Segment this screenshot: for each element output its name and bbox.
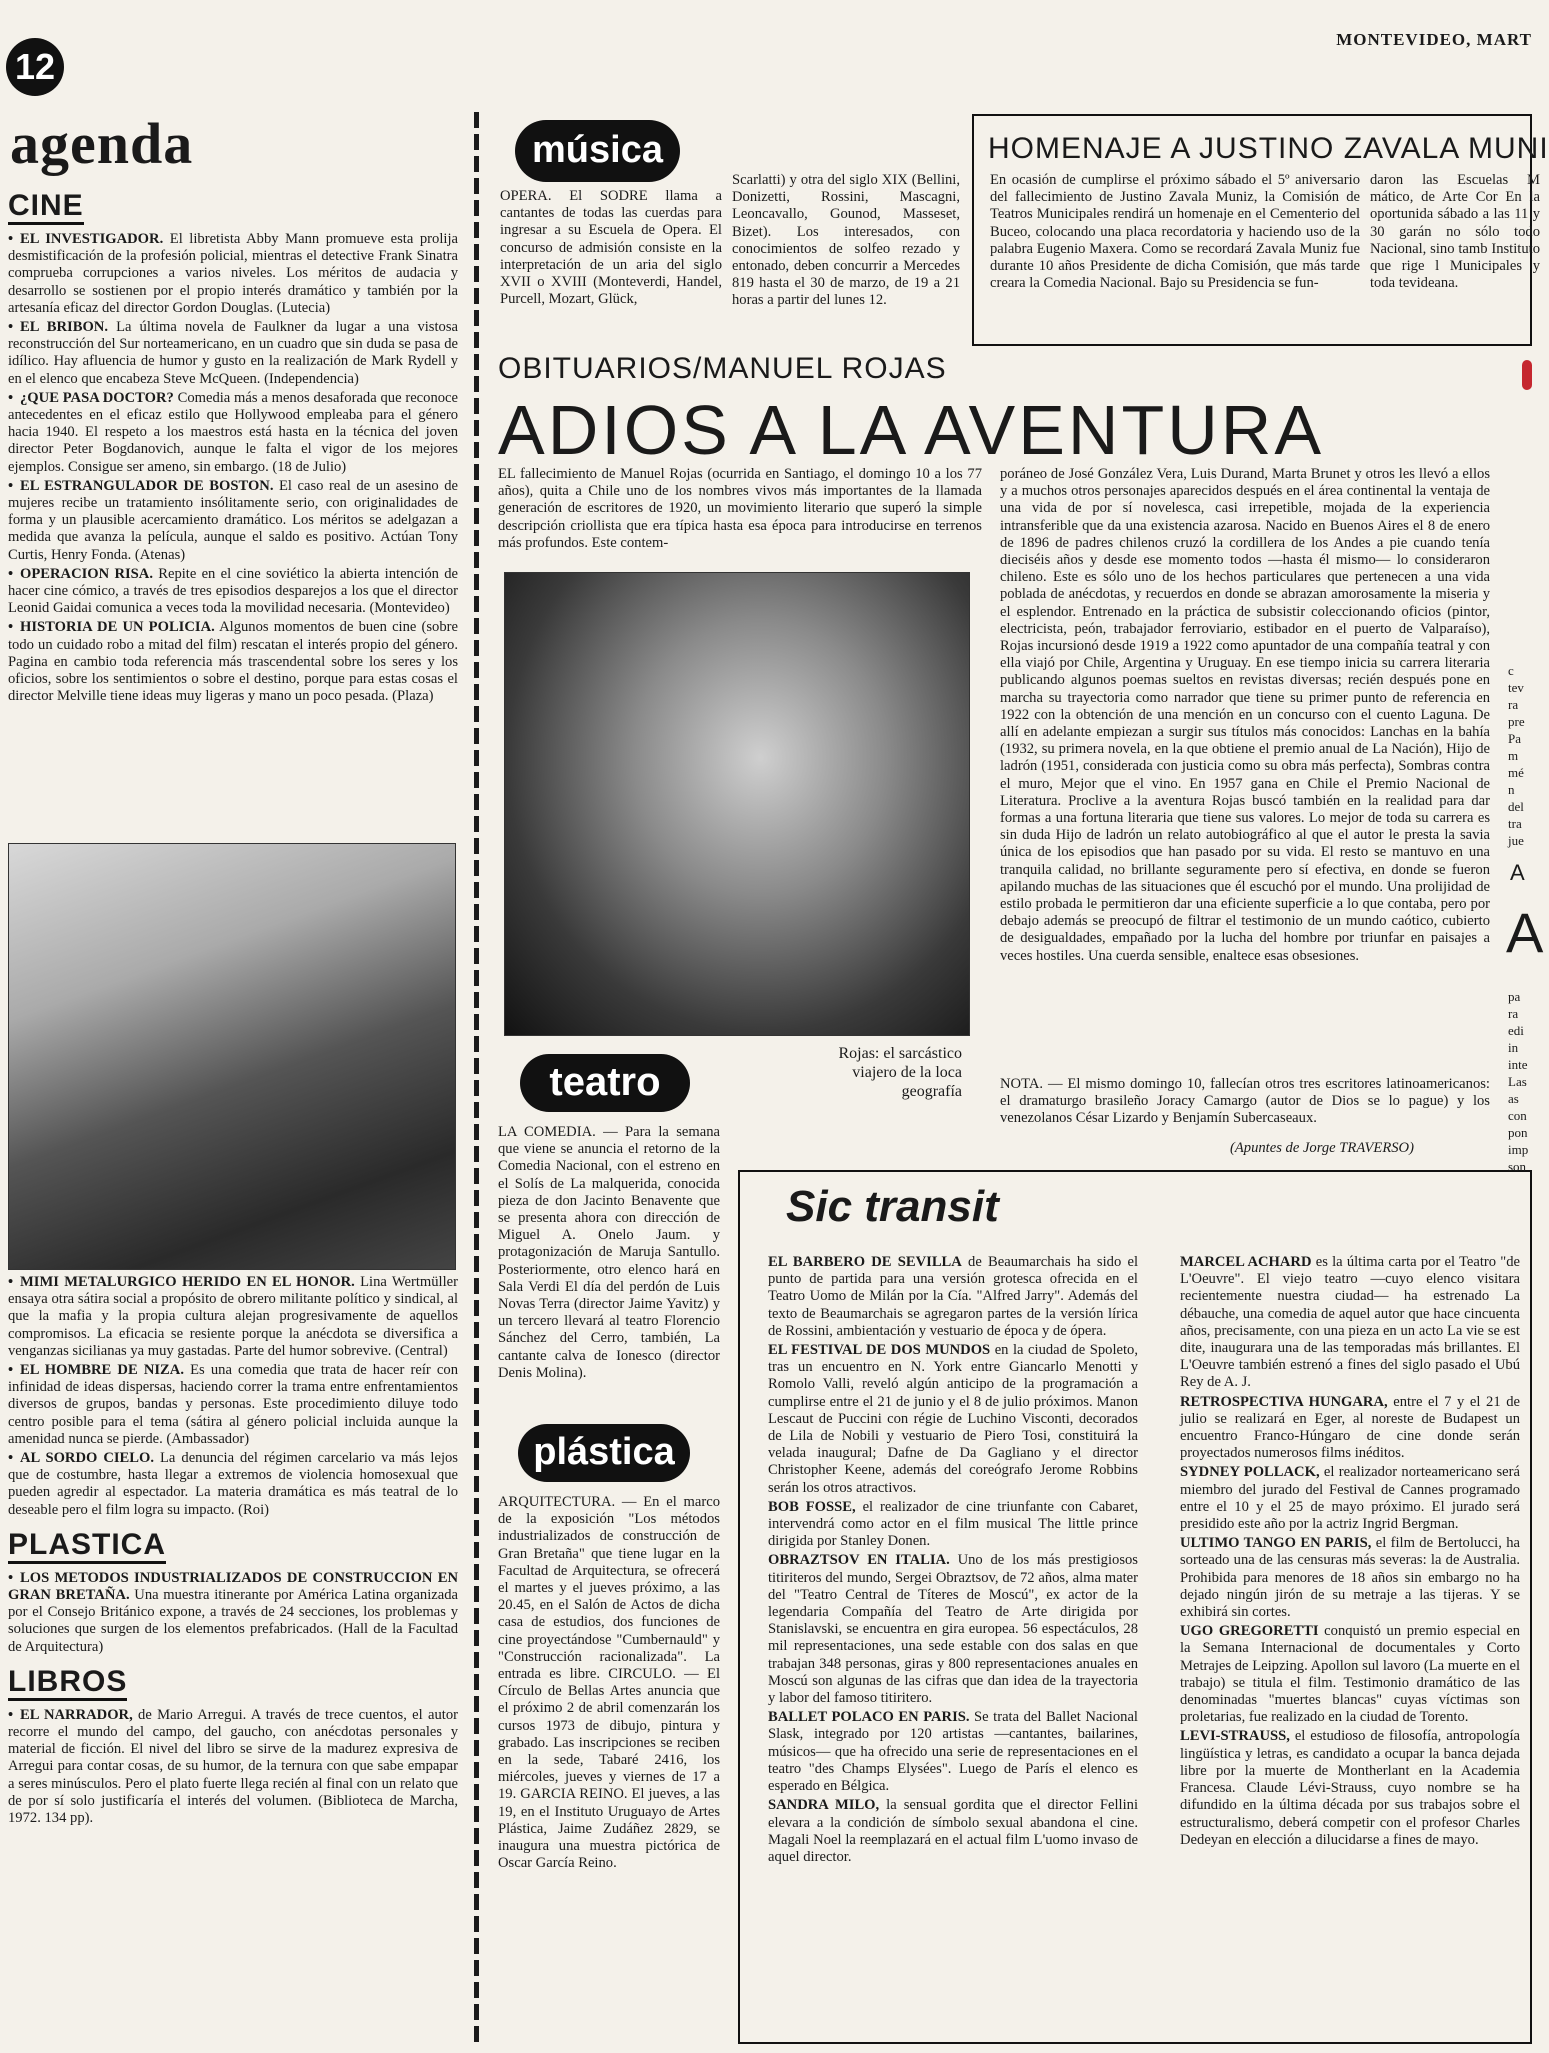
entry-text: Una muestra itinerante por América Latina organizada por el Consejo Británico expone, a través de 24 secciones, los problemas y soluciones que surgen de los elementos prefabricados. (Hall de la Facultad de Arquitectura) — [8, 1587, 458, 1655]
agenda-entry — [1180, 1394, 1520, 1463]
entry-text: Lina Wertmüller ensaya otra sátira social a propósito de obrero militante político y sindical, al que la mafia y la propia cultura alejan progresivamente de aquellos compromisos. La eficacia se resiente porque la anécdota se diversifica a venganzas sicilianas ya muy gastadas. Parte del humor sobrevive. (Central) — [8, 1274, 458, 1359]
right-edge-fragments-3: A — [1506, 901, 1544, 964]
entry-title: BOB FOSSE, — [768, 1498, 856, 1515]
agenda-entry — [8, 1362, 458, 1448]
entry-title: UGO GREGORETTI — [1180, 1623, 1319, 1640]
obituario-kicker: OBITUARIOS/MANUEL ROJAS — [498, 352, 947, 385]
cine-label: CINE — [8, 190, 84, 225]
agenda-title: agenda — [10, 111, 194, 176]
red-mark — [1522, 360, 1532, 390]
rojas-photo — [504, 572, 970, 1036]
agenda-entry — [768, 1254, 1138, 1340]
sic-transit-col2 — [1180, 1254, 1520, 1851]
plastica-label: PLASTICA — [8, 1529, 166, 1564]
bullet-icon: • — [8, 1569, 14, 1586]
cine-entries — [8, 231, 458, 705]
entry-text: La denuncia del régimen carcelario va más lejos que de costumbre, hasta llegar a extremos de violencia homosexual que pueden agredir al espectador. La materia dramática es más teatral de lo deseable pero el film logra su impacto. (Roi) — [8, 1450, 458, 1518]
libros-label: LIBROS — [8, 1666, 127, 1701]
agenda-entry — [768, 1499, 1138, 1551]
entry-title: LEVI-STRAUSS, — [1180, 1728, 1290, 1745]
entry-text: Uno de los más prestigiosos titiriteros del mundo, Sergei Obraztsov, de 72 años, alma mater del "Teatro Central de Títeres de Moscú", ex actor de la legendaria Compañía del Teatro de Arte dirigida por Stanislavski, se encuentra en gira europea. 56 espectáculos, 28 mil representaciones, una sede estable con dos salas en que trabajan 348 personas, giras y 800 representaciones anuales en Moscú son algunas de las cifras que dan idea de la trayectoria y labor del famoso titiritero. — [768, 1552, 1138, 1707]
cine-entries-cont — [8, 1274, 458, 1519]
entry-text: es la última carta por el Teatro "de L'Oeuvre". El viejo teatro —cuyo elenco visitara recientemente nuestra ciudad— ha estrenado La débauche, una comedia de aquel autor que hace cincuenta años, precisamente, con una pieza en un acto La vie se est dite, inaugurara una de las temporadas más brillantes. El L'Oeuvre también estrenó a fines del siglo pasado el Ubú Rey de A. J. — [1180, 1254, 1521, 1391]
bullet-icon: • — [8, 319, 14, 336]
entry-text: el estudioso de filosofía, antropología lingüística y letras, es candidato a ocupar la banca dejada libre por la muerte de Montherlant en la Academia Francesa. Claude Lévi-Strauss, cuyo nombre se ha difundido en la última década por sus trabajos sobre el estructuralismo, deberá competir con el profesor Charles Dedeyan en elección a dilucidarse a fines de mayo. — [1180, 1728, 1520, 1848]
entry-title: BALLET POLACO EN PARIS. — [768, 1709, 970, 1726]
entry-text: El libretista Abby Mann promueve esta prolija desmistificación de la profesión policial, mientras el detective Frank Sinatra comprueba corrupciones a varios niveles. Los méritos de audacia y desarrollo se sostienen por el propio interés dramático y también por la artesanía eficaz del director Gordon Douglas. (Lutecia) — [8, 231, 458, 316]
agenda-entry — [8, 390, 458, 476]
agenda-entry — [8, 1274, 458, 1360]
entry-text: La última novela de Faulkner da lugar a una vistosa reconstrucción del Sur norteamericano, en un cuadro que sin duda se pasa de idílico. Hay afluencia de humor y gusto en la realización de Mark Rydell y en el elenco que encabeza Steve McQueen. (Independencia) — [8, 319, 458, 387]
entry-title: SYDNEY POLLACK, — [1180, 1464, 1320, 1481]
obituario-signature: (Apuntes de Jorge TRAVERSO) — [1230, 1140, 1414, 1156]
plastica-col-text: ARQUITECTURA. — En el marco de la exposición "Los métodos industrializados de construcción de Gran Bretaña" que tiene lugar en la Facultad de Arquitectura, se ofrecerá el martes y el jueves próximo, a las 20.45, en el Salón de Actos de dicha casa de estudios, dos funciones de cine proyectándose "Cumbernauld" y "Construcción racionalizada". La entrada es libre. CIRCULO. — El Círculo de Bellas Artes anuncia que el próximo 2 de abril comenzarán los cursos 1973 de dibujo, pintura y grabado. Las inscripciones se reciben en la sede, Tabaré 2416, los miércoles, jueves y viernes de 17 a 19. GARCIA REINO. El jueves, a las 19, en el Instituto Uruguayo de Artes Plástica, Jaime Zudáñez 2829, se inaugura una muestra pictórica de Oscar García Reino. — [498, 1494, 720, 1872]
entry-text: el film de Bertolucci, ha sorteado una de las censuras más severas: la de Australia. Prohibida para menores de 18 años sin embargo no ha dejado ningún jirón de su metraje a las tijeras. Y se exhibirá sin cortes. — [1180, 1535, 1520, 1621]
entry-text: el realizador norteamericano será miembro del jurado del Festival de Cannes programado entre el 10 y el 25 de mayo próximo. El jurado será presidido este año por la actriz Ingrid Bergman. — [1180, 1464, 1520, 1533]
agenda-entry — [8, 478, 458, 564]
sic-transit-col1 — [768, 1254, 1138, 1868]
right-edge-fragments-4: pa ra edi in inte Las as con pon imp son — [1508, 989, 1529, 1174]
bullet-icon: • — [8, 231, 14, 247]
entry-title: MARCEL ACHARD — [1180, 1254, 1312, 1270]
musica-text-col2: Scarlatti) y otra del siglo XIX (Bellini, Donizetti, Rossini, Mascagni, Leoncavallo, Gounod, Masseset, Bizet). Los interesados, con conocimientos de solfeo rezado y entonado, deben concurrir a Mercedes 819 hasta el 30 de marzo, de 19 a 21 horas a partir del lunes 12. — [732, 172, 960, 309]
entry-title: EL BRIBON. — [20, 319, 108, 336]
page-number: 12 — [6, 38, 64, 96]
entry-text: Es una comedia que trata de hacer reír con infinidad de ideas dispersas, haciendo correr la trama entre enfrentamientos diversos de grupos, bandas y personas. Este procedimiento diluye todo centro posible para el tema (sátira al género policial incluida aunque la amenidad nunca se pierde. (Ambassador) — [8, 1362, 458, 1447]
entry-text: la sensual gordita que el director Fellini elevara a la condición de símbolo sexual abandona el cine. Magali Noel la reemplazará en el actual film L'uomo invaso de aquel director. — [768, 1797, 1138, 1865]
agenda-entry — [8, 1570, 458, 1656]
entry-text: Se trata del Ballet Nacional Slask, integrado por 120 artistas —cantantes, bailarines, músicos— que ha ofrecido una serie de representaciones en el teatro "des Champs Elysées". Luego de París el elenco es esperado en Bélgica. — [768, 1709, 1138, 1795]
entry-title: AL SORDO CIELO. — [20, 1450, 155, 1467]
agenda-entry — [8, 1707, 458, 1827]
entry-title: EL HOMBRE DE NIZA. — [20, 1362, 184, 1379]
agenda-entry — [8, 319, 458, 388]
homenaje-title: HOMENAJE A JUSTINO ZAVALA MUNI — [988, 132, 1549, 165]
agenda-column — [8, 190, 458, 707]
entry-text: de Beaumarchais ha sido el punto de partida para una versión grotesca ofrecida en el Teatro Uomo de Milán por la Cía. "Alfred Jarry". Además del texto de Beaumarchais se agregaron partes de la versión lírica de Rossini, ambientación y vestuario de época y de ópera. — [768, 1254, 1138, 1339]
bullet-icon: • — [8, 1450, 14, 1467]
entry-title: EL NARRADOR, — [20, 1706, 133, 1723]
agenda-entry — [8, 1450, 458, 1519]
entry-text: en la ciudad de Spoleto, tras un encuentro en N. York entre Giancarlo Menotti y Romolo Valli, reveló algún anticipo de la programación a cumplirse entre el 21 de junio y el 8 de julio próximos. Manon Lescaut de Puccini con régie de Luchino Visconti, decorados de Lila de Nobili y vestuario de Piero Tosi, constituirá la velada inaugural; Dafne de Da Gagliano y el director Christopher Keene, además del coreógrafo Jerome Robbins serán los otros atractivos. — [768, 1342, 1139, 1496]
agenda-photo — [8, 843, 456, 1270]
entry-title: ULTIMO TANGO EN PARIS, — [1180, 1535, 1372, 1552]
entry-text: entre el 7 y el 21 de julio se realizará en Eger, al noreste de Budapest un encuentro Franco-Húngaro de cine donde serán proyectados numerosos films inéditos. — [1180, 1393, 1521, 1462]
homenaje-col2: daron las Escuelas M mático, de Arte Cor En la oportunida sábado a las 11 y 30 garán no sólo todo Nacional, sino tamb Instituto que rige l Municipales y toda tevideana. — [1370, 172, 1540, 292]
agenda-entry — [1180, 1254, 1520, 1392]
bullet-icon: • — [8, 619, 14, 636]
entry-title: EL BARBERO DE SEVILLA — [768, 1254, 962, 1270]
agenda-entry — [1180, 1728, 1520, 1848]
entry-text: Repite en el cine soviético la abierta intención de hacer cine cómico, a través de tres episodios desparejos a los que el director Leonid Gaidai comunica a veces toda la movilidad necesaria. (Montevideo) — [8, 565, 458, 617]
entry-title: SANDRA MILO, — [768, 1797, 880, 1814]
entry-title: ¿QUE PASA DOCTOR? — [20, 389, 174, 406]
obituario-body: poráneo de José González Vera, Luis Durand, Marta Brunet y otros les llevó a ellos y a muchos otros personajes aparecidos después en el área continental la ventaja de una vida de por sí novelesca, casi irrepetible, mojada de la experiencia intransferible que da una existencia azarosa. Nacido en Buenos Aires el 8 de enero de 1896 de padres chilenos cruzó la cordillera de los Andes a pie cuando tenía dieciséis años y desde ese momento todos —hasta él mismo— lo consideraron chileno. Este es sólo uno de los hechos particulares que pertenecen a una vida poblada de anécdotas, y recuerdos en donde se abrazan amorosamente la miseria y el esplendor. Entrenado en la práctica de subsistir coleccionando oficios (pintor, electricista, peón, trabajador ferroviario, estibador en el puerto de Valparaíso), Rojas incursionó desde 1919 a 1922 como apuntador de una compañía teatral y con ella viajó por Chile, Argentina y Uruguay. En ese tiempo inicia su carrera literaria publicando algunos poemas sueltos en revistas diversas; recién después pone en marcha su trayectoria como narrador que tiene su primer punto de referencia en 1922 con la obtención de una mención en un concurso con el cuento Laguna. De allí en adelante empiezan a surgir sus títulos más conocidos: Lanchas en la bahía (1932, su primera novela, en la que obtiene el premio anual de La Nación), Hijo de ladrón (1951, considerada con justicia como su obra más perfecta), Sombras contra el muro, Mejor que el vino. En 1957 gana en Chile el Premio Nacional de Literatura. Proclive a la aventura Rojas buscó también en la realidad para dar formas a una fortuna literaria que tiene sus valores. Lo mejor de toda su carrera es sin duda Hijo de ladrón un relato autobiográfico al que el autor le presta la savia única de los episodios que han pasado por su vida. El resto se mantuvo en una tranquila calidad, no brillante seguramente pero sí efectiva, en donde se fueron apilando muchas de las situaciones que él escuchó por el mundo. Una prolijidad de estilo probada le permitieron dar una eficiente superficie a lo que contaba, pero por debajo además se preocupó de filtrar el testimonio de un mundo caótico, cubierto de desigualdades, empañado por la lucha del hombre por triunfar en paisajes a veces hostiles. Una cuerda sensible, enaltece esas obsesiones. — [1000, 466, 1490, 964]
teatro-text: LA COMEDIA. — Para la semana que viene se anuncia el retorno de la Comedia Nacional, con el estreno en el Solís de La malquerida, conocida pieza de don Jacinto Benavente que se presenta ahora con dirección de Miguel A. Onelo Jaum. y protagonización de Maruja Santullo. Posteriormente, otro elenco hará en Sala Verdi El día del perdón de Luis Novas Terra (director Jaime Yavitz) y un tercero llevará al teatro Florencio Sánchez del Cerro, también, La cantante calva de Ionesco (director Denis Molina). — [498, 1124, 720, 1381]
bullet-icon: • — [8, 1706, 14, 1723]
agenda-entry — [1180, 1464, 1520, 1533]
entry-title: EL ESTRANGULADOR DE BOSTON. — [20, 477, 274, 494]
right-edge-fragments-1: c tev ra pre Pa m mé n del tra jue — [1508, 663, 1525, 848]
bullet-icon: • — [8, 1274, 14, 1290]
entry-text: El caso real de un asesino de mujeres recibe un tratamiento insólitamente serio, con originalidades de forma y un plausible acercamiento dramático. Los méritos se adelgazan a medida que avanza la película, aunque el saldo es positivo. Actúan Tony Curtis, Henry Fonda. (Atenas) — [8, 477, 458, 563]
entry-title: MIMI METALURGICO HERIDO EN EL HONOR. — [20, 1274, 355, 1290]
teatro-label: teatro — [520, 1054, 690, 1112]
entry-text: Algunos momentos de buen cine (sobre todo un cuidado robo a mitad del film) rescatan el interés propio del género. Pagina en cambio toda referencia más trascendental sobre los seres y los oficios, sobre los sentimientos o sobre el destino, porque para estas cosas el director Melville tiene ideas muy ligeras y mano un poco pesada. (Plaza) — [8, 619, 458, 705]
entry-text: conquistó un premio especial en la Semana Internacional de documentales y Corto Metrajes de Leipzing. Apollon sul lavoro (La muerte en el trabajo) se titula el film. Testimonio dramático de las denominadas "muertes blancas" cuyas víctimas son proletarias, fue realizado en la ciudad de Torento. — [1180, 1623, 1520, 1726]
obituario-headline: ADIOS A LA AVENTURA — [498, 391, 1325, 469]
obituario-nota: NOTA. — El mismo domingo 10, fallecían otros tres escritores latinoamericanos: el dramaturgo brasileño Joracy Camargo (autor de Dios se lo pague) y los venezolanos César Lizardo y Benjamín Subercaseaux. — [1000, 1076, 1490, 1127]
musica-label: música — [515, 120, 680, 182]
libros-entries — [8, 1707, 458, 1827]
entry-text: el realizador de cine triunfante con Cabaret, intervendrá como actor en el film musical The little prince dirigida por Stanley Donen. — [768, 1498, 1138, 1550]
musica-text-col1: OPERA. El SODRE llama a cantantes de todas las cuerdas para ingresar a su Escuela de Opera. El concurso de admisión consiste en la interpretación de un aria del siglo XVII o XVIII (Monteverdi, Handel, Purcell, Mozart, Glück, — [500, 188, 722, 308]
obituario-intro: EL fallecimiento de Manuel Rojas (ocurrida en Santiago, el domingo 10 a los 77 años), quita a Chile uno de los nombres vivos más importantes de la llamada generación de escritores de 1920, un movimiento literario que superó la simple descripción criollista que era típica hasta esa época para introducirse en terrenos más profundos. Este contem- — [498, 466, 982, 551]
agenda-entry — [8, 566, 458, 618]
bullet-icon: • — [8, 477, 14, 494]
agenda-entry — [768, 1797, 1138, 1866]
agenda-entry — [8, 231, 458, 317]
column-rule — [474, 112, 479, 2042]
entry-title: HISTORIA DE UN POLICIA. — [20, 619, 215, 636]
agenda-entry — [768, 1709, 1138, 1795]
entry-title: RETROSPECTIVA HUNGARA, — [1180, 1393, 1388, 1410]
masthead: MONTEVIDEO, MART — [1336, 30, 1532, 49]
right-edge-fragments-2: A — [1510, 860, 1525, 885]
bullet-icon: • — [8, 565, 14, 582]
agenda-entry — [768, 1342, 1138, 1497]
homenaje-col1: En ocasión de cumplirse el próximo sábado el 5º aniversario del fallecimiento de Justino Zavala Muniz, la Comisión de Teatros Municipales rendirá un homenaje en el Cementerio del Buceo, colocando una placa recordatoria y haciendo uso de la palabra Eugenio Maxera. Como se recordará Zavala Muniz fue durante 10 años Presidente de dicha Comisión, que más tarde creara la Comedia Nacional. Bajo su Presidencia se fun- — [990, 172, 1360, 292]
sic-transit-box — [738, 1170, 1532, 2044]
entry-title: OPERACION RISA. — [20, 565, 153, 582]
entry-title: OBRAZTSOV EN ITALIA. — [768, 1552, 950, 1569]
entry-title: EL INVESTIGADOR. — [20, 231, 164, 247]
agenda-entry — [1180, 1623, 1520, 1726]
agenda-column-lower — [8, 1274, 458, 1829]
bullet-icon: • — [8, 389, 14, 406]
homenaje-box — [972, 114, 1549, 346]
entry-title: LOS METODOS INDUSTRIALIZADOS DE CONSTRUCCION EN GRAN BRETAÑA. — [8, 1569, 458, 1604]
entry-text: de Mario Arregui. A través de trece cuentos, el autor recorre el mundo del campo, del gaucho, con anécdotas personales y material de ficción. El nivel del libro se sirve de la madurez expresiva de Arregui para contar cosas, de su humor, de la ternura con que sabe empapar a seres minúsculos. Pero el plato fuerte llega recién al final con un relato que de por sí solo justificaría el interés del volumen. (Biblioteca de Marcha, 1972. 134 pp). — [8, 1706, 458, 1827]
agenda-entry — [1180, 1535, 1520, 1621]
agenda-entry — [8, 619, 458, 705]
bullet-icon: • — [8, 1362, 14, 1379]
agenda-entry — [768, 1552, 1138, 1707]
plastica-col-label: plástica — [518, 1424, 690, 1482]
rojas-photo-caption: Rojas: el sarcástico viajero de la loca geografía — [838, 1045, 962, 1100]
sic-transit-title: Sic transit — [786, 1182, 999, 1231]
entry-text: Comedia más a menos desaforada que reconoce antecedentes en el eficaz estilo que Hollywood empleaba para el género hacia 1940. El respeto a los maestros está hasta en la técnica del joven director Peter Bogdanovich, aunque le falta el vigor de los mejores ejemplos. Consigue ser ameno, sin embargo. (18 de Julio) — [8, 389, 458, 475]
entry-title: EL FESTIVAL DE DOS MUNDOS — [768, 1342, 991, 1359]
plastica-entries — [8, 1570, 458, 1656]
